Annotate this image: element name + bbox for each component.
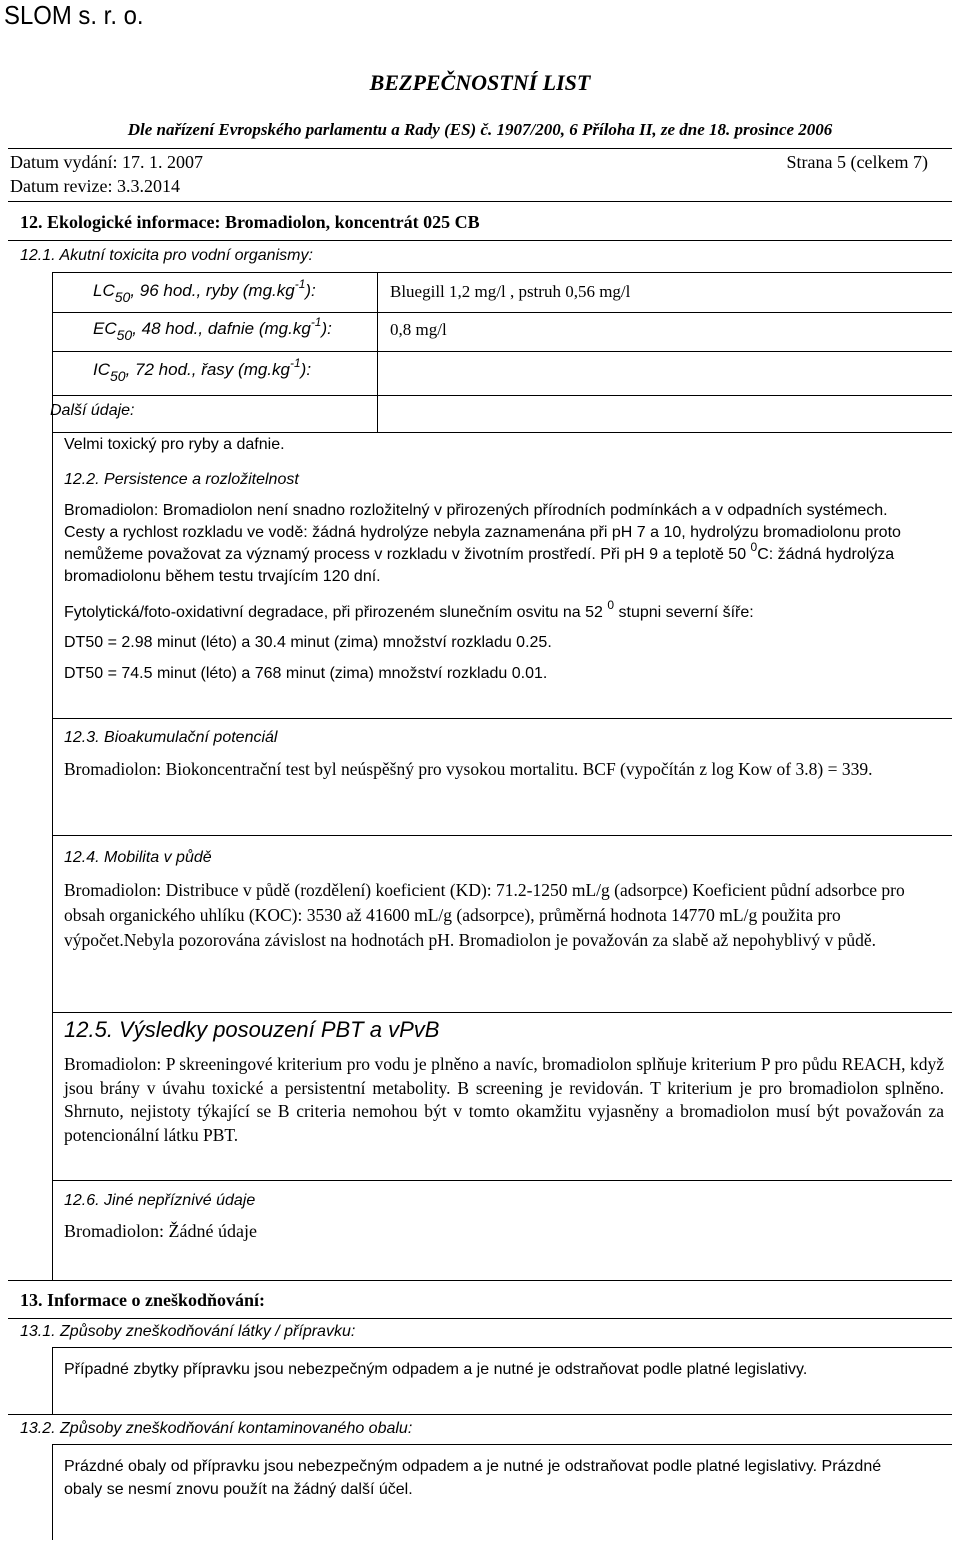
section-12-5-title: 12.5. Výsledky posouzení PBT a vPvB bbox=[64, 1017, 440, 1042]
regulation-line: Dle nařízení Evropského parlamentu a Rady (ES) č. 1907/200, 6 Příloha II, ze dne 18. prosince 2006 bbox=[127, 120, 833, 139]
section-12-3-text: Bromadiolon: Biokoncentrační test byl neúspěšný pro vysokou mortalitu. BCF (vypočítán z log Kow of 3.8) = 339. bbox=[64, 759, 873, 779]
section-12-4-title: 12.4. Mobilita v půdě bbox=[64, 849, 212, 866]
section-12-6-text: Bromadiolon: Žádné údaje bbox=[64, 1221, 257, 1241]
dt50-line-1: DT50 = 2.98 minut (léto) a 30.4 minut (zima) množství rozkladu 0.25. bbox=[64, 634, 552, 651]
section-13-rule-top bbox=[8, 1280, 952, 1281]
section-13-1-left-border bbox=[52, 1347, 53, 1414]
issue-date: Datum vydání: 17. 1. 2007 bbox=[10, 152, 203, 172]
table-rule-4 bbox=[52, 395, 952, 396]
table-rule-3 bbox=[52, 351, 952, 352]
table-rule-top bbox=[52, 272, 952, 273]
section-13-2-text: Prázdné obaly od přípravku jsou nebezpečným odpadem a je nutné je odstraňovat podle platné legislativy. Prázdné obaly se nesmí znovu použít na žádný další účel. bbox=[64, 1458, 882, 1498]
section-12-2-text: Bromadiolon: Bromadiolon není snadno rozložitelný v přirozených přírodních podmínkách a v odpadních systémech. Cesty a rychlost rozkladu ve vodě: žádná hydrolýze nebyla zaznamenána při pH 7 a 10, hydrolýzu bromadiolonu proto nemůžeme považovat za významý process v rozkladu v životním prostředí. Při pH 9 a teplotě 50 $^0$C: žádná hydrolýza bromadiolonu během testu trvajícím 120 dní. bbox=[64, 502, 901, 585]
section-12-2-title: 12.2. Persistence a rozložitelnost bbox=[64, 471, 299, 488]
rule-12-4 bbox=[52, 835, 952, 836]
section-12-5-text: Bromadiolon: P skreeningové kriterium pro vodu je plněno a navíc, bromadiolon splňuje kriterium P pro půdu REACH, když jsou brány v úvahu toxické a persistentní metabolity. B screening je revidován. T kriterium je pro bromadiolon splněno. Shrnuto, nejistoty týkající se B criteria nemohou být v tomto okamžitu vyjasněny a bromadiolon musí být považován za potencionální látku PBT. bbox=[64, 1054, 944, 1145]
dt50-line-2: DT50 = 74.5 minut (léto) a 768 minut (zima) množství rozkladu 0.01. bbox=[64, 665, 548, 682]
table-rule-2 bbox=[52, 312, 952, 313]
revision-date: Datum revize: 3.3.2014 bbox=[10, 176, 180, 196]
section-13-1-title: 13.1. Způsoby zneškodňování látky / přípravku: bbox=[20, 1323, 356, 1340]
section-13-rule-2 bbox=[8, 1318, 952, 1319]
ec50-label: $EC_{50}$, 48 hod., dafnie $(mg.kg^{-1})$: bbox=[93, 315, 332, 343]
rule-12-5 bbox=[52, 1012, 952, 1013]
ic50-label: $IC_{50}$, 72 hod., řasy $(mg.kg^{-1})$: bbox=[93, 356, 312, 384]
other-data-label: Další údaje: bbox=[50, 402, 135, 419]
section-12-rule bbox=[8, 240, 952, 241]
section-12-left-border bbox=[52, 272, 53, 835]
section-12-left-border-2 bbox=[52, 835, 53, 1280]
section-12-title: 12. Ekologické informace: Bromadiolon, koncentrát 025 CB bbox=[20, 212, 480, 232]
section-13-2-left-border bbox=[52, 1444, 53, 1540]
other-data-text: Velmi toxický pro ryby a dafnie. bbox=[64, 436, 285, 453]
rule-12-6 bbox=[52, 1180, 952, 1181]
section-13-1-rule bbox=[52, 1347, 952, 1348]
header-rule-bottom bbox=[8, 201, 952, 202]
section-12-6-title: 12.6. Jiné nepříznivé údaje bbox=[64, 1192, 256, 1209]
section-13-1-text: Případné zbytky přípravku jsou nebezpečným odpadem a je nutné je odstraňovat podle platné legislativy. bbox=[64, 1361, 808, 1378]
header-rule-top bbox=[8, 148, 952, 149]
page-info: Strana 5 (celkem 7) bbox=[786, 152, 928, 172]
section-13-title: 13. Informace o zneškodňování: bbox=[20, 1290, 266, 1310]
document-title: BEZPEČNOSTNÍ LIST bbox=[369, 70, 591, 95]
lc50-value: Bluegill 1,2 mg/l , pstruh 0,56 mg/l bbox=[390, 282, 631, 301]
section-12-1-title: 12.1. Akutní toxicita pro vodní organismy: bbox=[20, 247, 313, 264]
lc50-label: $LC_{50}$, 96 hod., ryby $(mg.kg^{-1})$: bbox=[93, 277, 316, 305]
section-13-2-rule-top bbox=[8, 1414, 952, 1415]
ec50-value: 0,8 mg/l bbox=[390, 320, 447, 339]
section-12-2-photolysis: Fytolytická/foto-oxidativní degradace, při přirozeném slunečním osvitu na 52 $^0$ stupni severní šíře: bbox=[64, 598, 754, 621]
company-name: SLOM s. r. o. bbox=[4, 0, 144, 30]
section-12-3-title: 12.3. Bioakumulační potenciál bbox=[64, 729, 278, 746]
table-column-divider bbox=[377, 272, 378, 432]
table-rule-bottom bbox=[52, 432, 952, 433]
section-12-4-text: Bromadiolon: Distribuce v půdě (rozdělení) koeficient (KD): 71.2-1250 mL/g (adsorpce) Koeficient půdní adsorbce pro obsah organického uhlíku (KOC): 3530 až 41600 mL/g (adsorpce), průměrná hodnota 14770 mL/g použita pro výpočet.Nebyla pozorována závislost na hodnotách pH. Bromadiolon je považován za slabě až nepohyblivý v půdě. bbox=[64, 880, 905, 950]
section-13-2-rule bbox=[52, 1444, 952, 1445]
section-13-2-title: 13.2. Způsoby zneškodňování kontaminovaného obalu: bbox=[20, 1420, 413, 1437]
rule-12-3 bbox=[52, 718, 952, 719]
